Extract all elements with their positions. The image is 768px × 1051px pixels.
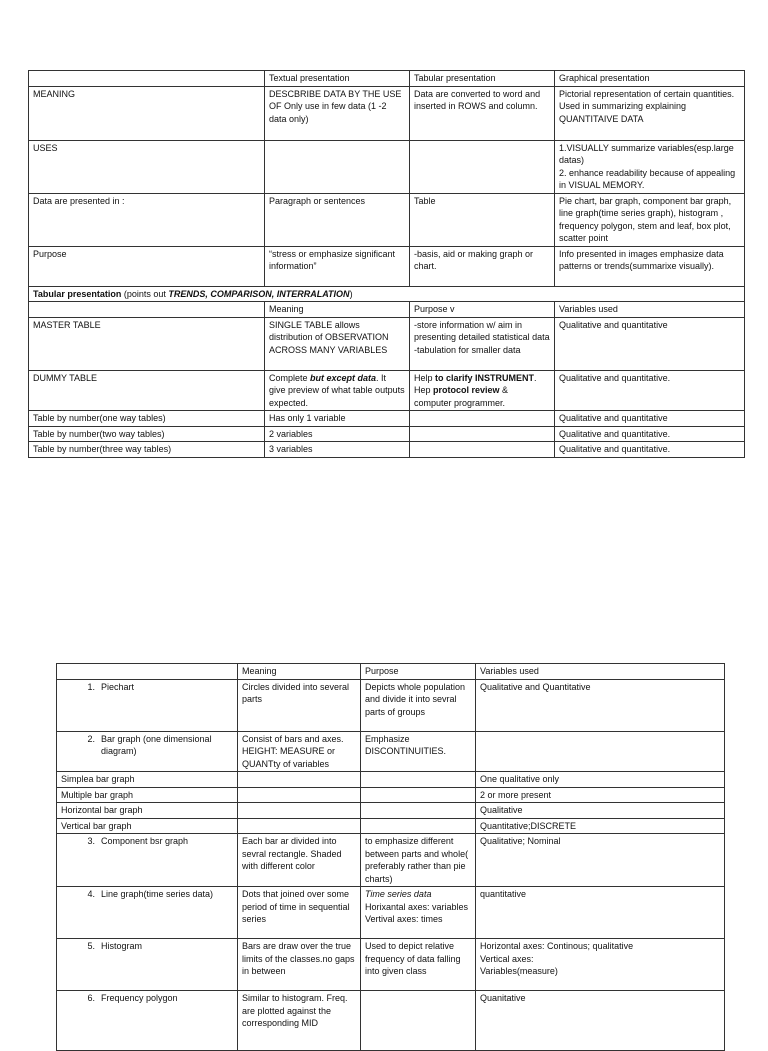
table-cell <box>238 818 361 834</box>
table-row <box>57 939 725 991</box>
table-cell: Used to depict relative frequency of data falling into given class <box>361 939 476 991</box>
section-text: ) <box>349 288 353 299</box>
table-cell: quantitative <box>476 887 725 939</box>
cell-emphasis: but except data <box>310 372 377 383</box>
table-cell <box>361 887 476 939</box>
table-cell: Pictorial representation of certain quantities. Used in summarizing explaining QUANTITAIVE DATA <box>555 86 745 140</box>
item-number: 6. <box>87 993 95 1003</box>
row-label: Table by number(two way tables) <box>29 426 265 442</box>
table-cell: One qualitative only <box>476 772 725 788</box>
table-cell: Quantitative;DISCRETE <box>476 818 725 834</box>
header-cell: Purpose v <box>410 302 555 318</box>
table-cell: 2 variables <box>265 426 410 442</box>
table-cell: Similar to histogram. Freq. are plotted against the corresponding MID <box>238 991 361 1051</box>
table-row <box>29 246 745 286</box>
table-row <box>29 317 745 370</box>
row-label <box>57 834 238 887</box>
table-cell: Qualitative and quantitative. <box>555 426 745 442</box>
table-header-row <box>57 664 725 680</box>
item-number: 3. <box>87 836 95 846</box>
table-row <box>57 818 725 834</box>
item-label: Histogram <box>101 941 143 951</box>
table-cell: Pie chart, bar graph, component bar graph, line graph(time series graph), histogram , frequency polygon, stem and leaf, box plot, scatter point <box>555 193 745 246</box>
table-cell: Qualitative <box>476 803 725 819</box>
table-cell: Qualitative and Quantitative <box>476 679 725 731</box>
table-cell <box>410 426 555 442</box>
table-row <box>57 834 725 887</box>
header-cell: Tabular presentation <box>410 71 555 87</box>
table-cell: Qualitative and quantitative. <box>555 442 745 458</box>
row-label: Table by number(one way tables) <box>29 411 265 427</box>
row-label: Data are presented in : <box>29 193 265 246</box>
table-cell: Each bar ar divided into sevral rectangle. Shaded with different color <box>238 834 361 887</box>
row-label <box>57 939 238 991</box>
header-cell: Textual presentation <box>265 71 410 87</box>
row-label: Vertical bar graph <box>57 818 238 834</box>
section-title: Tabular presentation <box>33 288 122 299</box>
section-header-cell <box>29 286 745 302</box>
section-header-row <box>29 286 745 302</box>
table-subheader-row <box>29 302 745 318</box>
table-cell <box>238 787 361 803</box>
table-cell: 1.VISUALLY summarize variables(esp.large datas) 2. enhance readability because of appealing in VISUAL MEMORY. <box>555 140 745 193</box>
cell-emphasis: to clarify INSTRUMENT <box>435 372 535 383</box>
header-cell: Graphical presentation <box>555 71 745 87</box>
presentation-comparison-table <box>28 70 745 458</box>
table-row <box>57 787 725 803</box>
row-label <box>57 887 238 939</box>
table-cell: Consist of bars and axes. HEIGHT: MEASURE or QUANTty of variables <box>238 731 361 772</box>
table-cell: Has only 1 variable <box>265 411 410 427</box>
section-emphasis: TRENDS, COMPARISON, INTERRALATION <box>168 288 350 299</box>
table-cell: 2 or more present <box>476 787 725 803</box>
table-row <box>29 140 745 193</box>
table-cell: -basis, aid or making graph or chart. <box>410 246 555 286</box>
row-label: USES <box>29 140 265 193</box>
table-cell <box>265 140 410 193</box>
row-label: Simplea bar graph <box>57 772 238 788</box>
header-cell: Meaning <box>265 302 410 318</box>
item-number: 4. <box>87 889 95 899</box>
header-cell: Variables used <box>555 302 745 318</box>
row-label <box>57 991 238 1051</box>
cell-text: . It give preview of what table outputs expected. <box>269 372 405 408</box>
header-cell <box>57 664 238 680</box>
header-cell: Variables used <box>476 664 725 680</box>
table-header-row <box>29 71 745 87</box>
row-label <box>57 679 238 731</box>
table-cell: 3 variables <box>265 442 410 458</box>
table-cell <box>410 442 555 458</box>
table-cell <box>361 818 476 834</box>
table-cell: Qualitative; Nominal <box>476 834 725 887</box>
table-cell <box>265 370 410 411</box>
table-cell: Qualitative and quantitative <box>555 411 745 427</box>
table-cell: Data are converted to word and inserted in ROWS and column. <box>410 86 555 140</box>
table-cell <box>361 803 476 819</box>
table-cell <box>361 772 476 788</box>
cell-emphasis: Time series data <box>365 889 432 899</box>
item-label: Line graph(time series data) <box>101 889 214 899</box>
table-cell: DESCBRIBE DATA BY THE USE OF Only use in few data (1 -2 data only) <box>265 86 410 140</box>
cell-emphasis: protocol review <box>433 385 500 395</box>
table-cell: Paragraph or sentences <box>265 193 410 246</box>
row-label: Multiple bar graph <box>57 787 238 803</box>
table-cell: SINGLE TABLE allows distribution of OBSERVATION ACROSS MANY VARIABLES <box>265 317 410 370</box>
header-cell: Purpose <box>361 664 476 680</box>
table-cell: Qualitative and quantitative <box>555 317 745 370</box>
table-row <box>57 887 725 939</box>
table-row <box>57 803 725 819</box>
item-label: Bar graph (one dimensional diagram) <box>101 733 212 756</box>
table-row <box>29 370 745 411</box>
section-text: (points out <box>121 288 169 299</box>
table-cell <box>410 411 555 427</box>
table-cell: Qualitative and quantitative. <box>555 370 745 411</box>
table-cell: Depicts whole population and divide it into sevral parts of groups <box>361 679 476 731</box>
table-cell <box>410 370 555 411</box>
row-label: DUMMY TABLE <box>29 370 265 411</box>
item-number: 5. <box>87 941 95 951</box>
table-cell: Table <box>410 193 555 246</box>
item-number: 2. <box>87 733 95 744</box>
table-row <box>57 772 725 788</box>
table-cell <box>238 803 361 819</box>
table-cell: to emphasize different between parts and whole( preferably rather than pie charts) <box>361 834 476 887</box>
item-label: Frequency polygon <box>101 993 178 1003</box>
table-cell: Emphasize DISCONTINUITIES. <box>361 731 476 772</box>
table-cell <box>361 991 476 1051</box>
item-label: Piechart <box>101 681 135 692</box>
table-row <box>57 679 725 731</box>
header-cell <box>29 71 265 87</box>
table-cell <box>410 140 555 193</box>
table-cell: Horizontal axes: Continous; qualitative Vertical axes: Variables(measure) <box>476 939 725 991</box>
row-label: Purpose <box>29 246 265 286</box>
table-cell: -store information w/ aim in presenting detailed statistical data -tabulation for smaller data <box>410 317 555 370</box>
table-row <box>29 442 745 458</box>
cell-text: Horixantal axes: variables Vertival axes: times <box>365 901 469 924</box>
table-row <box>29 426 745 442</box>
table-cell <box>476 731 725 772</box>
row-label: Horizontal bar graph <box>57 803 238 819</box>
table-row <box>29 86 745 140</box>
table-cell <box>238 772 361 788</box>
table-cell: Quanitative <box>476 991 725 1051</box>
table-cell: Bars are draw over the true limits of the classes.no gaps in between <box>238 939 361 991</box>
cell-text: Help <box>414 372 436 383</box>
table-cell <box>361 787 476 803</box>
header-cell: Meaning <box>238 664 361 680</box>
table-row <box>57 991 725 1051</box>
header-cell <box>29 302 265 318</box>
table-cell: Info presented in images emphasize data patterns or trends(summarixe visually). <box>555 246 745 286</box>
table-row <box>57 731 725 772</box>
row-label <box>57 731 238 772</box>
row-label: Table by number(three way tables) <box>29 442 265 458</box>
cell-text: Complete <box>269 372 311 383</box>
item-label: Component bsr graph <box>101 836 189 846</box>
row-label: MASTER TABLE <box>29 317 265 370</box>
table-cell: Dots that joined over some period of time in sequential series <box>238 887 361 939</box>
item-number: 1. <box>87 681 95 692</box>
row-label: MEANING <box>29 86 265 140</box>
cell-text: & computer programmer. <box>414 385 509 408</box>
table-cell: “stress or emphasize significant information” <box>265 246 410 286</box>
graph-types-table <box>56 663 725 1051</box>
table-row <box>29 193 745 246</box>
table-row <box>29 411 745 427</box>
table-cell: Circles divided into several parts <box>238 679 361 731</box>
cell-text: . Hep <box>414 372 537 395</box>
